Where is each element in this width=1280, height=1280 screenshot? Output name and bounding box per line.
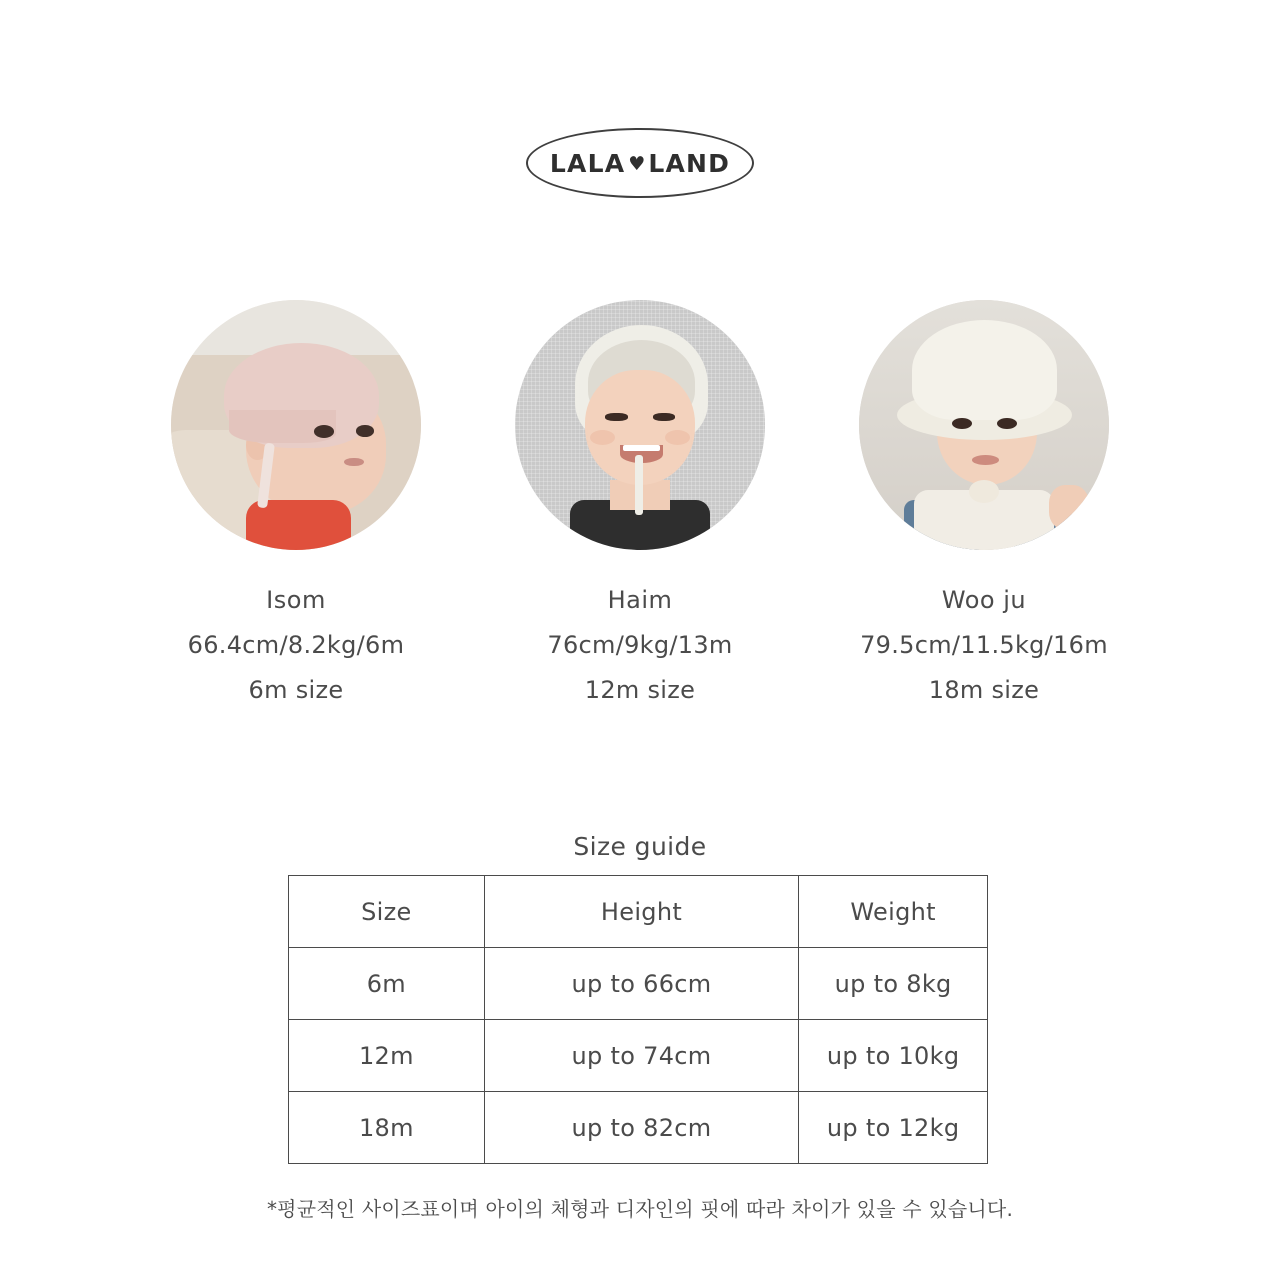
brand-name-left: LALA [549, 148, 626, 178]
column-header-size: Size [289, 876, 485, 948]
brand-logo [0, 128, 1280, 198]
column-header-height: Height [484, 876, 799, 948]
model-name: Woo ju [941, 586, 1027, 614]
model-card [507, 300, 773, 704]
cell-weight: up to 12kg [799, 1092, 988, 1164]
model-size: 6m size [248, 676, 344, 704]
cell-height: up to 74cm [484, 1020, 799, 1092]
model-list [0, 300, 1280, 704]
column-header-weight: Weight [799, 876, 988, 948]
table-row [289, 1020, 988, 1092]
cell-weight: up to 8kg [799, 948, 988, 1020]
size-guide-footnote: *평균적인 사이즈표이며 아이의 체형과 디자인의 핏에 따라 차이가 있을 수 있습니다. [266, 1197, 1013, 1221]
model-photo-isom [171, 300, 421, 550]
model-card [851, 300, 1117, 704]
model-stats: 66.4cm/8.2kg/6m [187, 631, 405, 659]
cell-size: 12m [289, 1020, 485, 1092]
model-size: 18m size [928, 676, 1040, 704]
table-row [289, 1092, 988, 1164]
cell-size: 6m [289, 948, 485, 1020]
model-name: Isom [266, 586, 326, 614]
model-stats: 76cm/9kg/13m [547, 631, 733, 659]
model-stats: 79.5cm/11.5kg/16m [860, 631, 1108, 659]
table-header-row [289, 876, 988, 948]
model-card [163, 300, 429, 704]
cell-height: up to 82cm [484, 1092, 799, 1164]
size-guide-table [288, 875, 988, 1164]
cell-size: 18m [289, 1092, 485, 1164]
table-row [289, 948, 988, 1020]
cell-height: up to 66cm [484, 948, 799, 1020]
model-name: Haim [607, 586, 673, 614]
model-size: 12m size [584, 676, 696, 704]
size-guide-table-wrap [288, 875, 988, 1164]
cell-weight: up to 10kg [799, 1020, 988, 1092]
model-photo-haim [515, 300, 765, 550]
brand-name-right: LAND [648, 148, 731, 178]
brand-logo-oval [526, 128, 754, 198]
size-guide-title: Size guide [573, 832, 707, 861]
model-photo-wooju [859, 300, 1109, 550]
heart-icon: ♥ [628, 152, 646, 175]
